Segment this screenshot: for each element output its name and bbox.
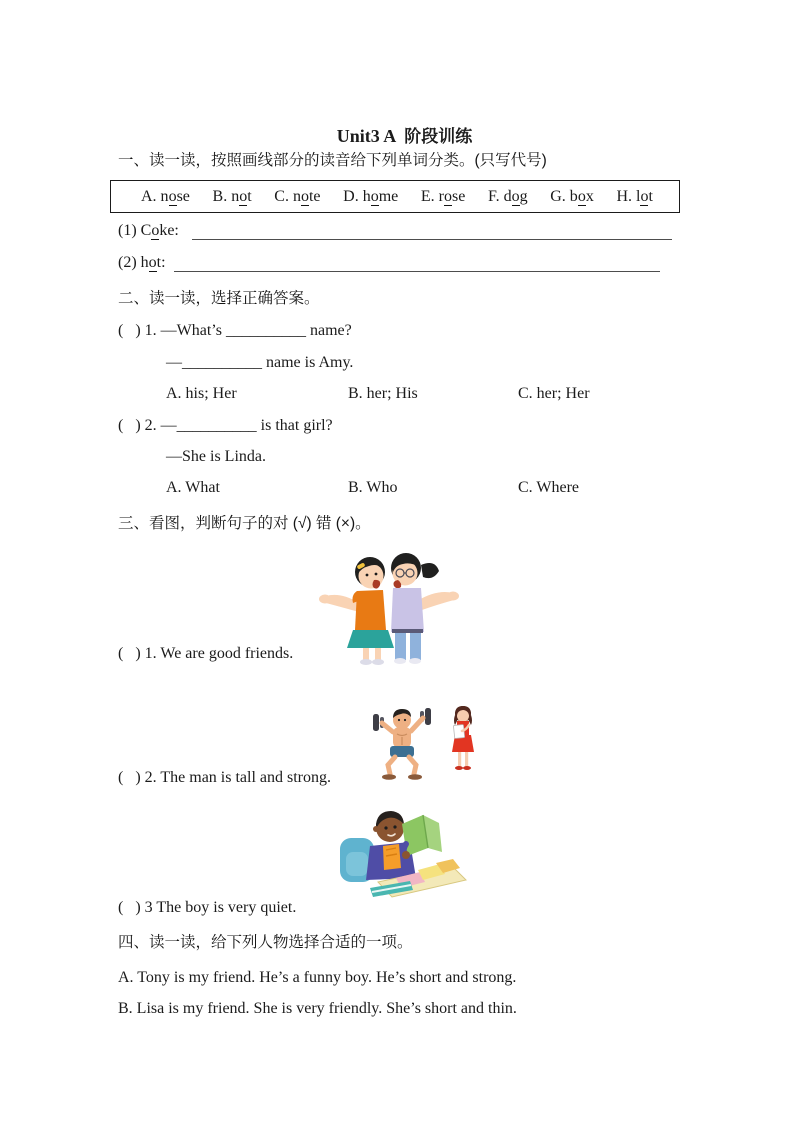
question1-option-c: C. her; Her [518,385,590,402]
question2-line2: —She is Linda. [166,448,266,465]
answer-line [174,271,660,272]
person-description-a: A. Tony is my friend. He’s a funny boy. He’s short and strong. [118,969,517,986]
underlined-letter: o [168,187,177,205]
statement-3: ( ) 3 The boy is very quiet. [118,899,297,916]
page-title-chinese: 阶段训练 [404,127,473,146]
section1-heading: 一、读一读，按照画线部分的读音给下列单词分类。(只写代号) [118,152,547,169]
word-bank-item: A. nose [141,187,190,205]
underlined-letter: o [300,187,309,205]
section2-heading: 二、读一读，选择正确答案。 [118,290,320,307]
statement-1: ( ) 1. We are good friends. [118,645,294,662]
question2-option-c: C. Where [518,479,580,496]
classify-line-coke: (1) Coke: [118,222,179,239]
word-bank-item: F. dog [487,187,528,205]
strong-man-and-tall-woman-illustration [370,701,482,783]
word-bank-item: C. note [274,187,321,205]
statement-2: ( ) 2. The man is tall and strong. [118,769,331,786]
word-bank-item: B. not [212,187,252,205]
question2-option-b: B. Who [348,479,398,496]
question2-option-a: A. What [166,479,220,496]
underlined-letter: o [151,222,160,239]
question1-line2: —__________ name is Amy. [166,354,354,371]
word-bank-item: D. home [343,187,399,205]
person-description-b: B. Lisa is my friend. She is very friendly. She’s short and thin. [118,1000,517,1017]
underlined-letter: o [370,187,379,205]
two-girls-friends-illustration [313,537,465,665]
boy-reading-book-illustration [326,802,468,900]
page-title-english: Unit3 A [336,126,397,146]
word-bank-item: E. rose [420,187,466,205]
classify-line-hot: (2) hot: [118,254,166,271]
underlined-letter: o [148,254,157,271]
underlined-letter: o [640,187,649,205]
underlined-letter: o [511,187,520,205]
word-bank-item: H. lot [616,187,653,205]
question1-option-a: A. his; Her [166,385,237,402]
word-bank-box [110,180,680,213]
question1-line1: ( ) 1. —What’s __________ name? [118,322,352,339]
underlined-letter: o [444,187,453,205]
underlined-letter: o [577,187,586,205]
question1-option-b: B. her; His [348,385,418,402]
section3-heading: 三、看图，判断句子的对 (√) 错 (×)。 [118,515,371,532]
answer-line [192,239,672,240]
underlined-letter: o [239,187,248,205]
word-bank-item: G. box [550,187,594,205]
section4-heading: 四、读一读，给下列人物选择合适的一项。 [118,934,413,951]
question2-line1: ( ) 2. —__________ is that girl? [118,417,333,434]
